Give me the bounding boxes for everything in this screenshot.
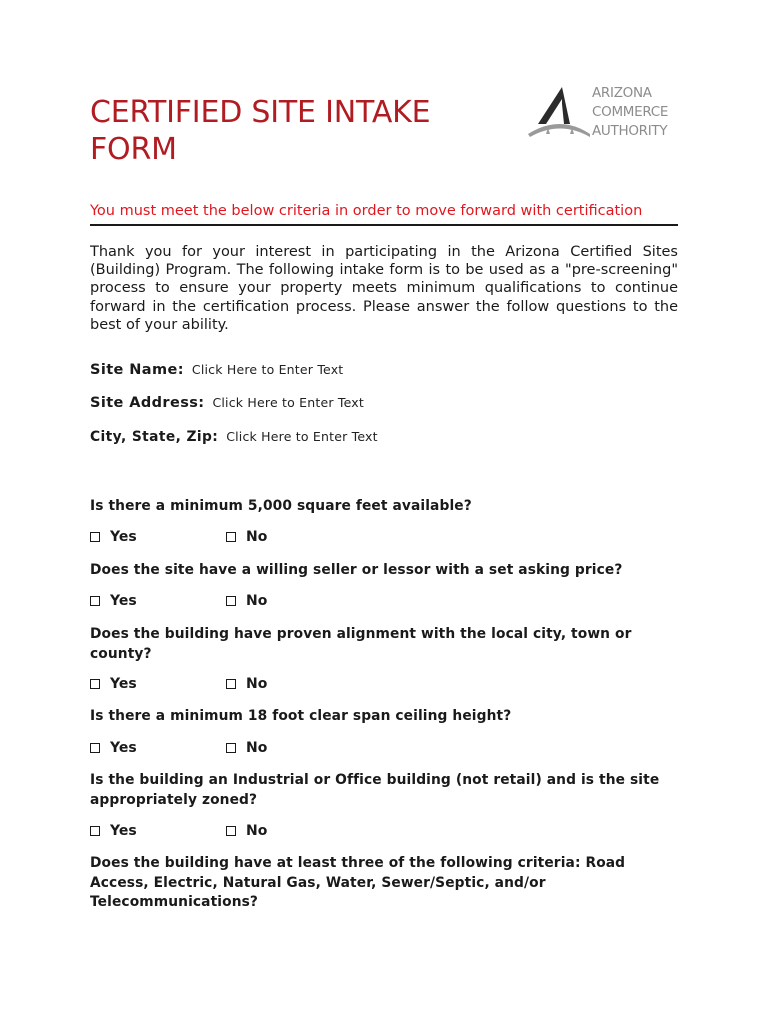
question-4: Is there a minimum 18 foot clear span ceiling height? [90,708,512,724]
yes-label: Yes [110,740,137,756]
site-address-input[interactable]: Click Here to Enter Text [212,395,364,410]
no-label: No [246,740,268,756]
yes-label: Yes [110,823,137,839]
criteria-notice: You must meet the below criteria in order to move forward with certification [90,203,678,226]
site-name-label: Site Name: [90,362,184,378]
q2-yes-option[interactable] [90,593,137,609]
question-2: Does the site have a willing seller or lessor with a set asking price? [90,562,623,578]
checkbox-icon[interactable] [226,826,236,836]
no-label: No [246,529,268,545]
city-state-zip-label: City, State, Zip: [90,429,219,445]
question-5: Is the building an Industrial or Office building (not retail) and is the site appropriately zoned? [90,772,660,808]
site-address-field [90,392,364,411]
checkbox-icon[interactable] [226,596,236,606]
q4-no-option[interactable] [226,740,267,756]
checkbox-icon[interactable] [226,679,236,689]
q3-no-option[interactable] [226,676,267,692]
logo-line-3: AUTHORITY [592,123,668,139]
site-name-field [90,359,343,378]
site-name-input[interactable]: Click Here to Enter Text [191,362,344,377]
no-label: No [246,676,268,692]
question-1: Is there a minimum 5,000 square feet available? [90,498,472,514]
question-3: Does the building have proven alignment with the local city, town or county? [90,626,632,662]
yes-label: Yes [110,529,137,545]
logo-wordmark [592,84,668,141]
checkbox-icon[interactable] [90,743,100,753]
form-title: CERTIFIED SITE INTAKE FORM [90,95,431,167]
yes-label: Yes [110,676,137,692]
q5-no-option[interactable] [226,823,267,839]
site-address-label: Site Address: [90,395,205,411]
logo-line-1: ARIZONA [592,85,652,101]
arizona-commerce-a-mark-icon [526,84,590,146]
q1-yes-option[interactable] [90,529,137,545]
checkbox-icon[interactable] [90,826,100,836]
no-label: No [246,823,268,839]
question-6: Does the building have at least three of the following criteria: Road Access, Electric, Natural Gas, Water, Sewer/Septic, and/or Telecommunications? [90,855,626,910]
q4-yes-option[interactable] [90,740,137,756]
checkbox-icon[interactable] [226,743,236,753]
q2-no-option[interactable] [226,593,267,609]
checkbox-icon[interactable] [90,679,100,689]
no-label: No [246,593,268,609]
logo-line-2: COMMERCE [592,104,669,120]
checkbox-icon[interactable] [226,532,236,542]
intro-paragraph: Thank you for your interest in participating in the Arizona Certified Sites (Building) Program. The following intake form is to be used as a "pre-screening" process to ensure your property meets minimum qualifications to continue forward in the certification process. Please answer the follow questions to the best of your ability. [90,244,678,333]
q1-no-option[interactable] [226,529,267,545]
yes-label: Yes [110,593,137,609]
city-state-zip-field [90,426,378,445]
q3-yes-option[interactable] [90,676,137,692]
checkbox-icon[interactable] [90,596,100,606]
arizona-commerce-authority-logo [526,84,686,146]
q5-yes-option[interactable] [90,823,137,839]
checkbox-icon[interactable] [90,532,100,542]
city-state-zip-input[interactable]: Click Here to Enter Text [226,429,378,444]
